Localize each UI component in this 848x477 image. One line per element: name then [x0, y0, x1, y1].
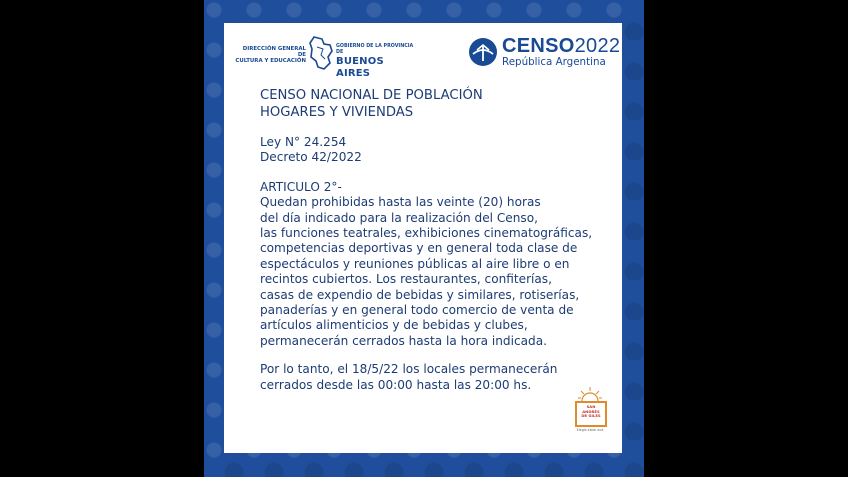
- notice-title: [260, 88, 610, 121]
- title-line: HOGARES Y VIVIENDAS: [260, 104, 414, 120]
- sun-icon: [578, 387, 602, 401]
- sag-name-line: ANDRÉS: [582, 408, 600, 414]
- province-map-icon: [308, 35, 334, 71]
- sag-name-line: DE GILES: [581, 413, 601, 418]
- san-andres-de-giles-logo: [572, 387, 608, 439]
- gobierno-ba-label: [336, 44, 416, 80]
- notice-text: [260, 88, 610, 393]
- decree-line: Decreto 42/2022: [260, 150, 362, 165]
- article-line: espectáculos y reuniones públicas al aire libre o en: [260, 256, 570, 271]
- buenos-aires-logo: [234, 33, 414, 79]
- sag-tagline: Elegís estar acá: [576, 428, 604, 432]
- censo-emblem-icon: [468, 37, 498, 67]
- ba-left-line-1: DIRECCIÓN GENERAL DE: [242, 46, 306, 58]
- ba-right-small: GOBIERNO DE LA PROVINCIA DE: [336, 44, 414, 55]
- letterbox-left: [0, 0, 204, 477]
- article-line: panaderías y en general todo comercio de venta de: [260, 303, 574, 318]
- article-block: [260, 180, 610, 349]
- article-line: competencias deportivas y en general toda clase de: [260, 241, 578, 256]
- closing-line: Por lo tanto, el 18/5/22 los locales permanecerán: [260, 362, 558, 377]
- law-line: Ley N° 24.254: [260, 135, 347, 149]
- censo-word: CENSO: [502, 35, 575, 57]
- letterbox-right: [644, 0, 848, 477]
- poster: [204, 0, 644, 477]
- censo-title: [502, 35, 620, 57]
- article-line: permanecerán cerrados hasta la hora indicada.: [260, 333, 547, 348]
- article-line: del día indicado para la realización del Censo,: [260, 210, 538, 225]
- censo-country: República Argentina: [502, 56, 606, 68]
- article-heading: ARTICULO 2°-: [260, 179, 342, 194]
- notice-card: [224, 23, 622, 453]
- sag-name-line: SAN: [586, 404, 596, 409]
- article-line: Quedan prohibidas hasta las veinte (20) horas: [260, 195, 541, 210]
- cultura-educacion-label: [234, 46, 306, 64]
- censo-year: 2022: [574, 35, 621, 57]
- law-reference: [260, 135, 610, 166]
- article-line: recintos cubiertos. Los restaurantes, confiterías,: [260, 272, 552, 287]
- article-line: casas de expendio de bebidas y similares, rotiserías,: [260, 287, 580, 302]
- closing-block: [260, 362, 610, 393]
- ba-right-big: BUENOS AIRES: [336, 56, 384, 79]
- sag-name: [576, 405, 606, 419]
- ba-left-line-2: CULTURA Y EDUCACIÓN: [235, 58, 306, 64]
- closing-line: cerrados desde las 00:00 hasta las 20:00 hs.: [260, 377, 532, 392]
- censo-2022-logo: [468, 35, 621, 71]
- article-line: las funciones teatrales, exhibiciones cinematográficas,: [260, 226, 593, 241]
- article-line: artículos alimenticios y de bebidas y clubes,: [260, 318, 528, 333]
- title-line: CENSO NACIONAL DE POBLACIÓN: [260, 88, 483, 103]
